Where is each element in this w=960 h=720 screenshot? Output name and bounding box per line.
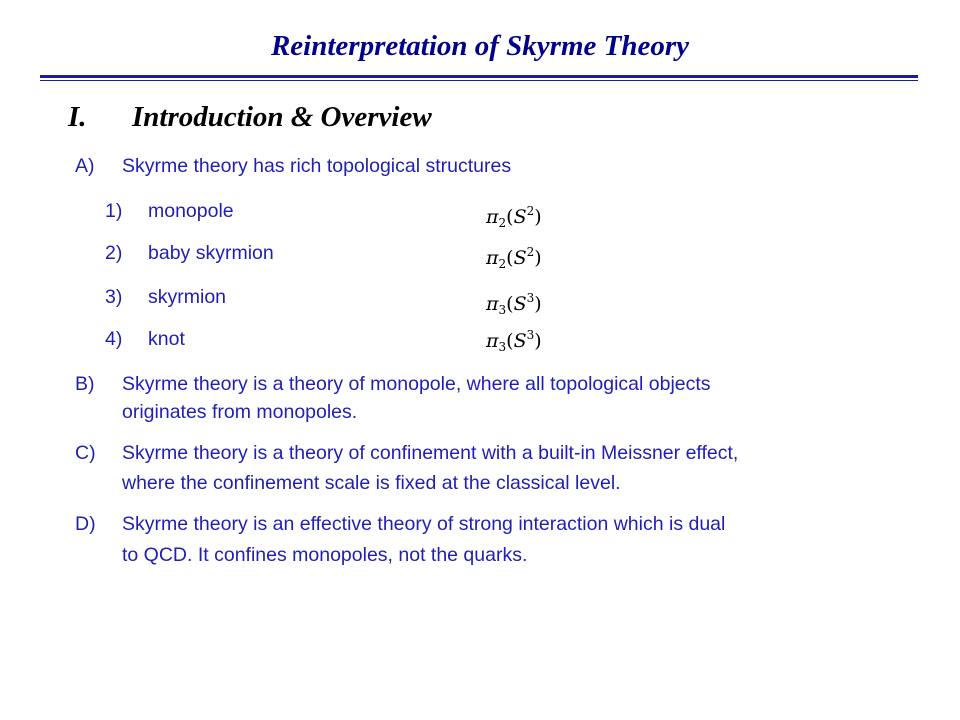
subitem-marker: 3) (105, 286, 123, 308)
title-divider-thin (40, 80, 918, 81)
point-text: Skyrme theory has rich topological structures (122, 155, 512, 177)
subitem-label: knot (148, 328, 185, 350)
point-marker: D) (75, 513, 96, 535)
point-marker: A) (75, 155, 95, 177)
subitem-label: monopole (148, 200, 234, 222)
homotopy-formula-baby-skyrmion: $\pi_2(S^2)$ (486, 245, 542, 271)
slide-title: Reinterpretation of Skyrme Theory (270, 30, 690, 62)
subitem-label: baby skyrmion (148, 242, 274, 264)
point-text-line-2: originates from monopoles. (122, 401, 358, 423)
point-text-line-1: Skyrme theory is a theory of monopole, where all topological objects (122, 373, 711, 395)
point-marker: B) (75, 373, 95, 395)
homotopy-formula-monopole: $\pi_2(S^2)$ (486, 204, 542, 230)
homotopy-formula-knot: $\pi_3(S^3)$ (486, 328, 542, 354)
point-text-line-2: to QCD. It confines monopoles, not the quarks. (122, 544, 528, 566)
section-title: Introduction & Overview (132, 101, 432, 133)
point-text-line-1: Skyrme theory is a theory of confinement with a built-in Meissner effect, (122, 442, 739, 464)
homotopy-formula-skyrmion: $\pi_3(S^3)$ (486, 291, 542, 317)
subitem-label: skyrmion (148, 286, 227, 308)
section-number: I. (68, 101, 87, 133)
point-marker: C) (75, 442, 96, 464)
subitem-marker: 2) (105, 242, 123, 264)
point-text-line-1: Skyrme theory is an effective theory of strong interaction which is dual (122, 513, 726, 535)
subitem-marker: 4) (105, 328, 123, 350)
section-heading (68, 101, 432, 134)
title-divider-thick (40, 75, 918, 78)
point-text-line-2: where the confinement scale is fixed at the classical level. (122, 472, 621, 494)
subitem-marker: 1) (105, 200, 123, 222)
